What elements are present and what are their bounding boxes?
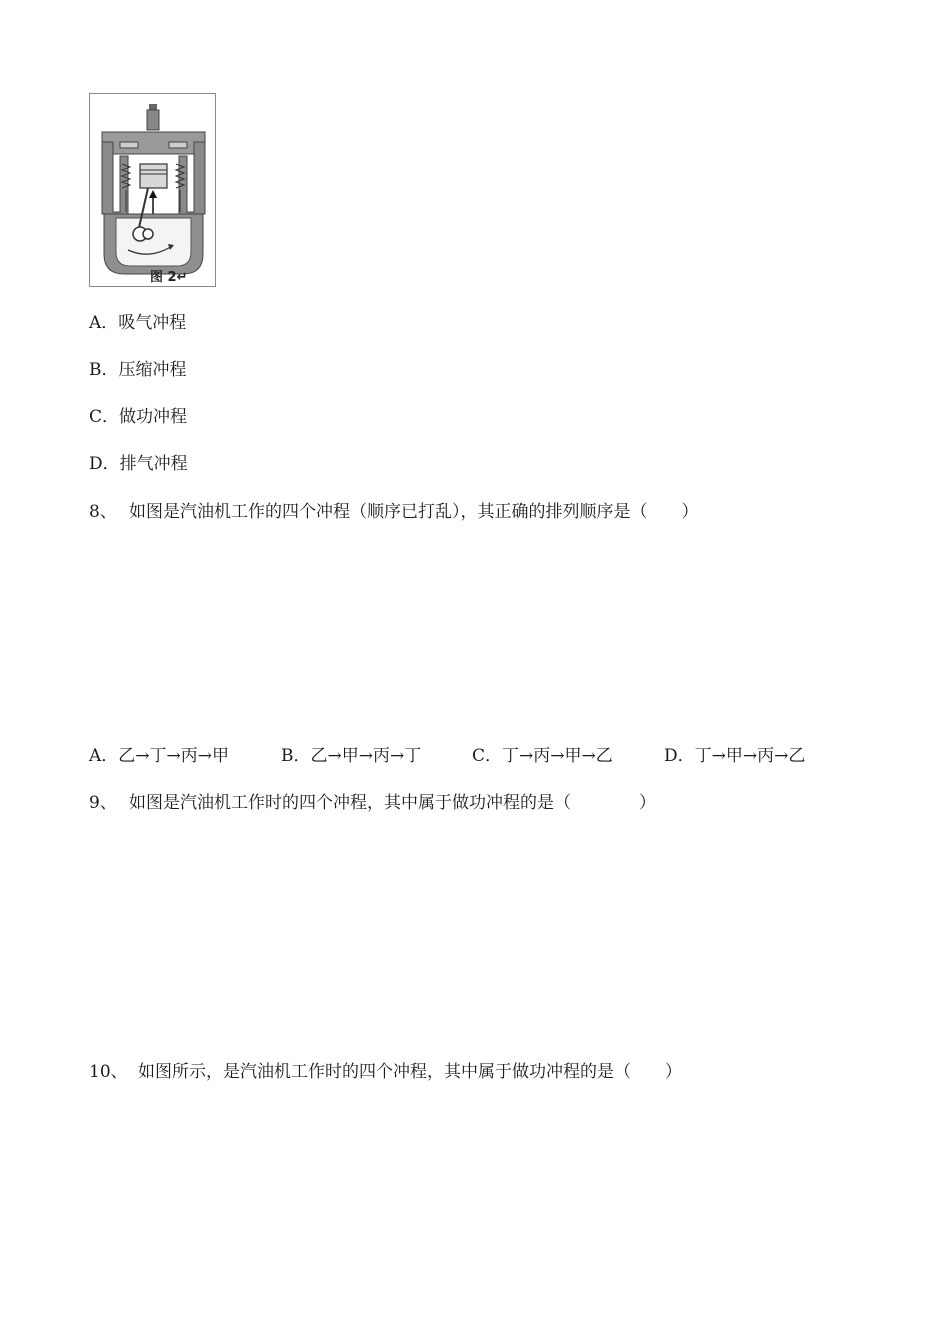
q8-number: 8、 bbox=[89, 502, 117, 522]
q10-stem: 如图所示，是汽油机工作时的四个冲程，其中属于做功冲程的是（ ） bbox=[138, 1062, 682, 1082]
intake-valve bbox=[120, 142, 138, 148]
q8-option-d: D．丁→甲→丙→乙 bbox=[664, 746, 806, 766]
q8-stem: 如图是汽油机工作的四个冲程（顺序已打乱），其正确的排列顺序是（ ） bbox=[129, 502, 699, 522]
q10-number: 10、 bbox=[89, 1062, 128, 1082]
cylinder-head bbox=[102, 132, 205, 154]
engine-cylinder-drawing bbox=[90, 94, 217, 288]
q7-option-a: A．吸气冲程 bbox=[89, 313, 187, 333]
spark-plug-tip bbox=[149, 104, 157, 110]
q7-option-b: B．压缩冲程 bbox=[89, 360, 187, 380]
spark-plug-body bbox=[147, 110, 159, 130]
q9-number: 9、 bbox=[89, 793, 117, 813]
exhaust-valve bbox=[169, 142, 187, 148]
engine-diagram-figure bbox=[89, 93, 216, 287]
q9-stem: 如图是汽油机工作时的四个冲程，其中属于做功冲程的是（ ） bbox=[129, 793, 656, 813]
piston bbox=[140, 164, 167, 188]
q7-option-d: D．排气冲程 bbox=[89, 454, 188, 474]
figure-caption: 图 2↵ bbox=[150, 270, 188, 285]
q8-option-b: B．乙→甲→丙→丁 bbox=[281, 746, 422, 766]
q7-option-c: C．做功冲程 bbox=[89, 407, 188, 427]
crankcase-chamber bbox=[116, 218, 191, 266]
q8-option-a: A．乙→丁→丙→甲 bbox=[89, 746, 230, 766]
q8-option-c: C．丁→丙→甲→乙 bbox=[472, 746, 613, 766]
